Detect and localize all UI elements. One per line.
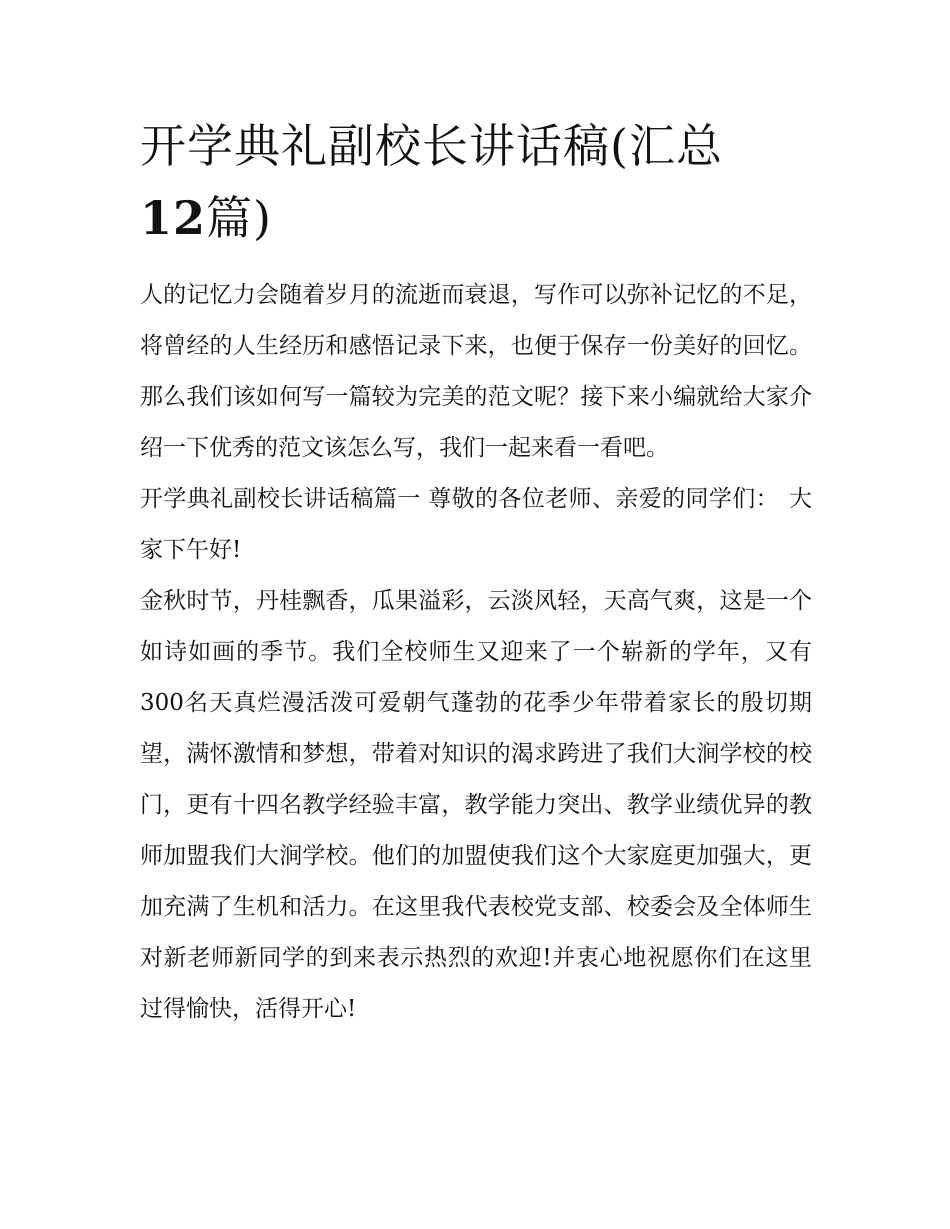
body-paragraph: 金秋时节，丹桂飘香，瓜果溢彩，云淡风轻，天高气爽，这是一个如诗如画的季节。我们全校师生又迎来了一个崭新的学年，又有300名天真烂漫活泼可爱朝气蓬勃的花季少年带着家长的殷切期望，满怀激情和梦想，带着对知识的渴求跨进了我们大涧学校的校门，更有十四名教学经验丰富，教学能力突出、教学业绩优异的教师加盟我们大涧学校。他们的加盟使我们这个大家庭更加强大，更加充满了生机和活力。在这里我代表校党支部、校委会及全体师生对新老师新同学的到来表示热烈的欢迎!并衷心地祝愿你们在这里过得愉快，活得开心! bbox=[140, 588, 812, 1022]
title-line-1: 开学典礼副校长讲话稿(汇总 bbox=[140, 119, 723, 173]
section-heading: 开学典礼副校长讲话稿篇一 尊敬的各位老师、亲爱的同学们： bbox=[140, 486, 779, 512]
title-number: 12 bbox=[140, 191, 207, 245]
title-suffix: 篇) bbox=[206, 191, 272, 245]
section-heading-paragraph bbox=[140, 474, 812, 576]
document-title bbox=[140, 110, 812, 254]
document-page bbox=[140, 110, 812, 1035]
document-body bbox=[140, 270, 812, 1035]
greeting: 大家下午好! bbox=[140, 486, 812, 563]
intro-paragraph: 人的记忆力会随着岁月的流逝而衰退，写作可以弥补记忆的不足，将曾经的人生经历和感悟记录下来，也便于保存一份美好的回忆。那么我们该如何写一篇较为完美的范文呢？接下来小编就给大家介绍一下优秀的范文该怎么写，我们一起来看一看吧。 bbox=[140, 282, 812, 461]
